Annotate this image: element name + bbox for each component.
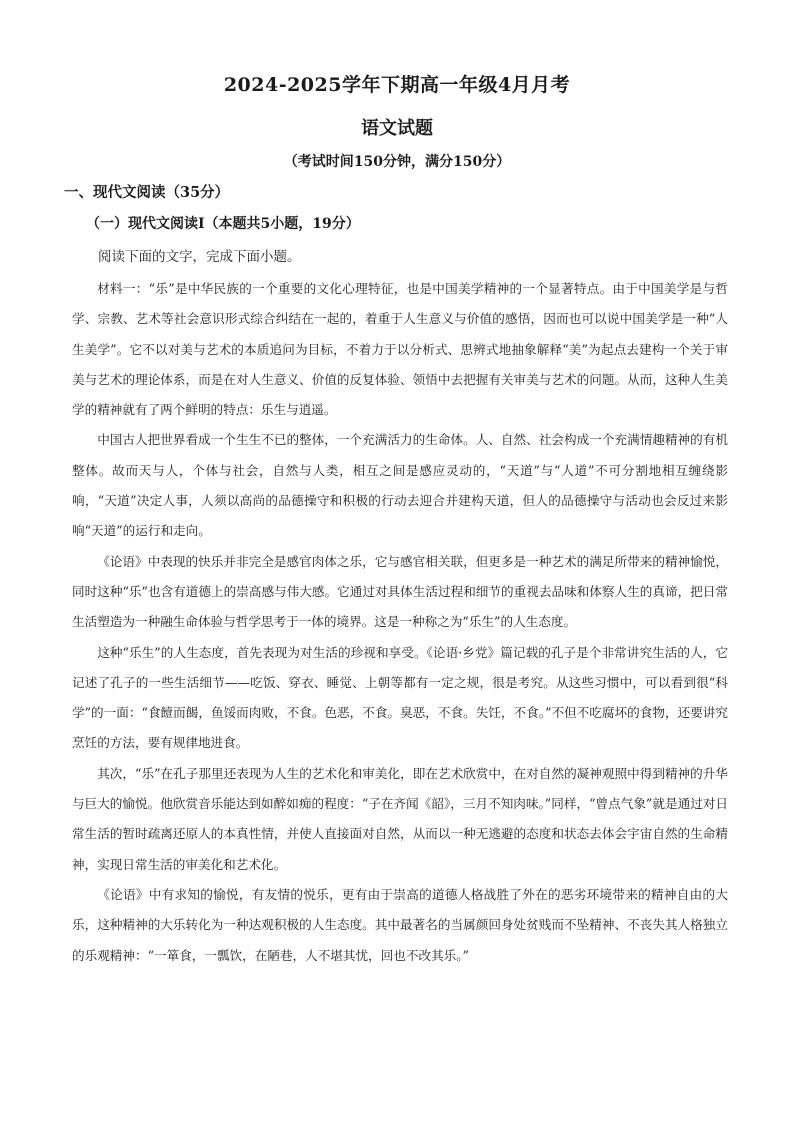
passage-paragraph-5: 其次，“乐”在孔子那里还表现为人生的艺术化和审美化，即在艺术欣赏中，在对自然的凝神观照中得到精神的升华与巨大的愉悦。他欣赏音乐能达到如醉如痴的程度：“子在齐闻《韶》，三月不知肉味。”同样，“曾点气象”就是通过对日常生活的暂时疏离还原人的本真性情，并使人直接面对自然，从而以一种无逃避的态度和状态去体会宇宙自然的生命精神，实现日常生活的审美化和艺术化。 xyxy=(72,765,728,872)
section-heading: 一、现代文阅读（35分） xyxy=(64,184,230,201)
exam-subject: 语文试题 xyxy=(361,118,433,139)
subsection-heading: （一）现代文阅读Ⅰ（本题共5小题，19分） xyxy=(86,216,360,232)
exam-time-info: （考试时间150分钟，满分150分） xyxy=(283,154,511,170)
reading-instruction: 阅读下面的文字，完成下面小题。 xyxy=(98,249,301,265)
exam-title: 2024-2025学年下期高一年级4月月考 xyxy=(223,74,571,96)
reading-passage xyxy=(72,274,728,971)
passage-paragraph-6: 《论语》中有求知的愉悦，有友情的悦乐，更有由于崇高的道德人格战胜了外在的恶劣环境带来的精神自由的大乐，这种精神的大乐转化为一种达观积极的人生态度。其中最著名的当属颜回身处贫贱而不坠精神、不丧失其人格独立的乐观精神：“一箪食，一瓢饮，在陋巷，人不堪其忧，回也不改其乐。” xyxy=(72,886,728,963)
passage-paragraph-1: 材料一：“乐”是中华民族的一个重要的文化心理特征，也是中国美学精神的一个显著特点。由于中国美学是与哲学、宗教、艺术等社会意识形式综合纠结在一起的，着重于人生意义与价值的感悟，因而也可以说中国美学是一种“人生美学”。它不以对美与艺术的本质追问为目标，不着力于以分析式、思辨式地抽象解释“美”为起点去建构一个关于审美与艺术的理论体系，而是在对人生意义、价值的反复体验、领悟中去把握有关审美与艺术的问题。从而，这种人生美学的精神就有了两个鲜明的特点：乐生与逍遥。 xyxy=(72,281,728,418)
passage-paragraph-2: 中国古人把世界看成一个生生不已的整体，一个充满活力的生命体。人、自然、社会构成一个充满情趣精神的有机整体。故而天与人，个体与社会，自然与人类，相互之间是感应灵动的，“天道”与“人道”不可分割地相互缠绕影响，“天道”决定人事，人须以高尚的品德操守和积极的行动去迎合并建构天道，但人的品德操守与活动也会反过来影响“天道”的运行和走向。 xyxy=(72,432,728,539)
passage-paragraph-3: 《论语》中表现的快乐并非完全是感官肉体之乐，它与感官相关联，但更多是一种艺术的满足所带来的精神愉悦，同时这种“乐”也含有道德上的崇高感与伟大感。它通过对具体生活过程和细节的重视去品味和体察人生的真谛，把日常生活塑造为一种融生命体验与哲学思考于一体的境界。这是一种称之为“乐生”的人生态度。 xyxy=(72,553,728,630)
passage-paragraph-4: 这种“乐生”的人生态度，首先表现为对生活的珍视和享受。《论语·乡党》篇记载的孔子是个非常讲究生活的人，它记述了孔子的一些生活细节——吃饭、穿衣、睡觉、上朝等都有一定之规，很是考究。从这些习惯中，可以看到很“科学”的一面：“食饐而餲，鱼馁而肉败，不食。色恶，不食。臭恶，不食。失饪，不食。”不但不吃腐坏的食物，还要讲究烹饪的方法，要有规律地进食。 xyxy=(72,644,728,751)
